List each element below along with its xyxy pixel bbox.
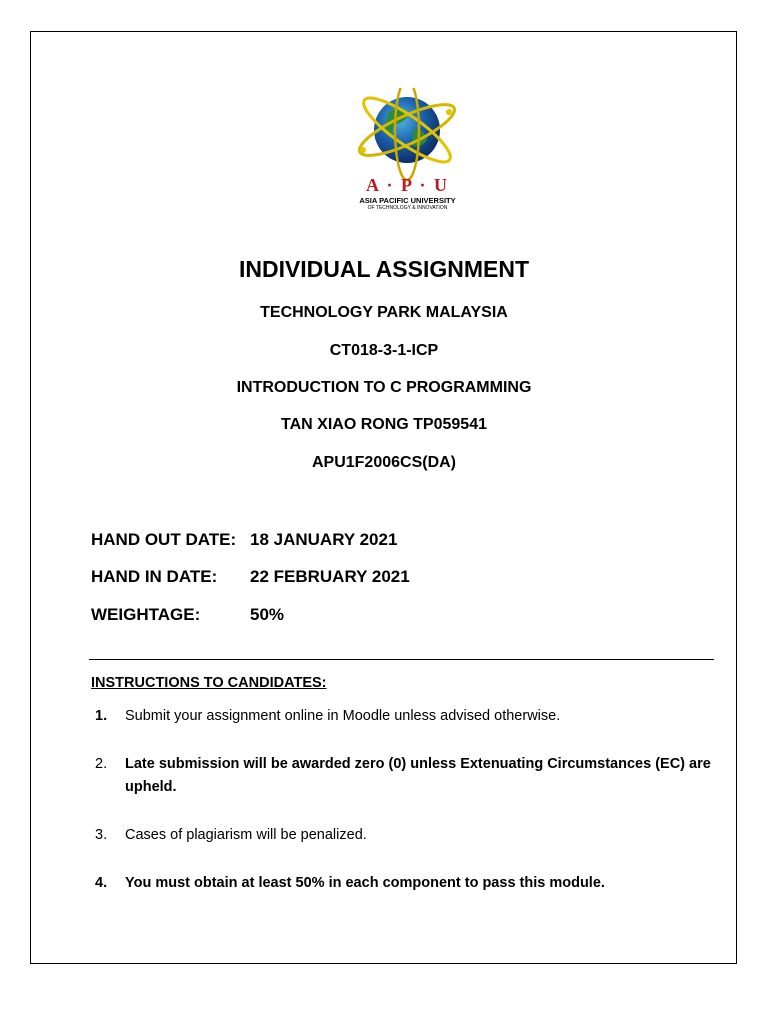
logo-name-line1: ASIA PACIFIC UNIVERSITY: [359, 196, 456, 205]
module-code: CT018-3-1-ICP: [329, 342, 439, 359]
hand-out-date-value: 18 JANUARY 2021: [250, 530, 398, 549]
instruction-item: [95, 753, 715, 799]
module-name: INTRODUCTION TO C PROGRAMMING: [236, 379, 532, 396]
location: TECHNOLOGY PARK MALAYSIA: [260, 304, 508, 321]
instructions-heading: INSTRUCTIONS TO CANDIDATES:: [91, 675, 327, 691]
hand-in-date-label: HAND IN DATE:: [91, 567, 218, 586]
instruction-number: 1.: [95, 708, 108, 724]
hand-in-date-value: 22 FEBRUARY 2021: [250, 567, 410, 586]
section-divider: [89, 659, 714, 660]
logo-name-line2: OF TECHNOLOGY & INNOVATION: [367, 205, 448, 211]
logo-wordmark: A · P · U: [365, 175, 449, 195]
instruction-number: 3.: [95, 827, 108, 843]
intake-code: APU1F2006CS(DA): [311, 454, 457, 471]
instruction-item: [95, 705, 715, 728]
instruction-text: Submit your assignment online in Moodle unless advised otherwise.: [125, 708, 561, 724]
instruction-text: You must obtain at least 50% in each component to pass this module.: [125, 875, 605, 891]
weightage-label: WEIGHTAGE:: [91, 605, 201, 624]
instruction-item: [95, 824, 715, 847]
instruction-number: 4.: [95, 875, 108, 891]
student-name-id: TAN XIAO RONG TP059541: [281, 416, 487, 433]
hand-out-date-label: HAND OUT DATE:: [91, 530, 237, 549]
instruction-item: [95, 872, 715, 895]
apu-logo: [345, 88, 470, 214]
instruction-text: Cases of plagiarism will be penalized.: [125, 827, 367, 843]
instruction-text: Late submission will be awarded zero (0) unless Extenuating Circumstances (EC) are upheld.: [125, 756, 711, 795]
weightage-value: 50%: [250, 605, 285, 624]
document-title: INDIVIDUAL ASSIGNMENT: [238, 256, 530, 282]
instruction-number: 2.: [95, 756, 108, 772]
